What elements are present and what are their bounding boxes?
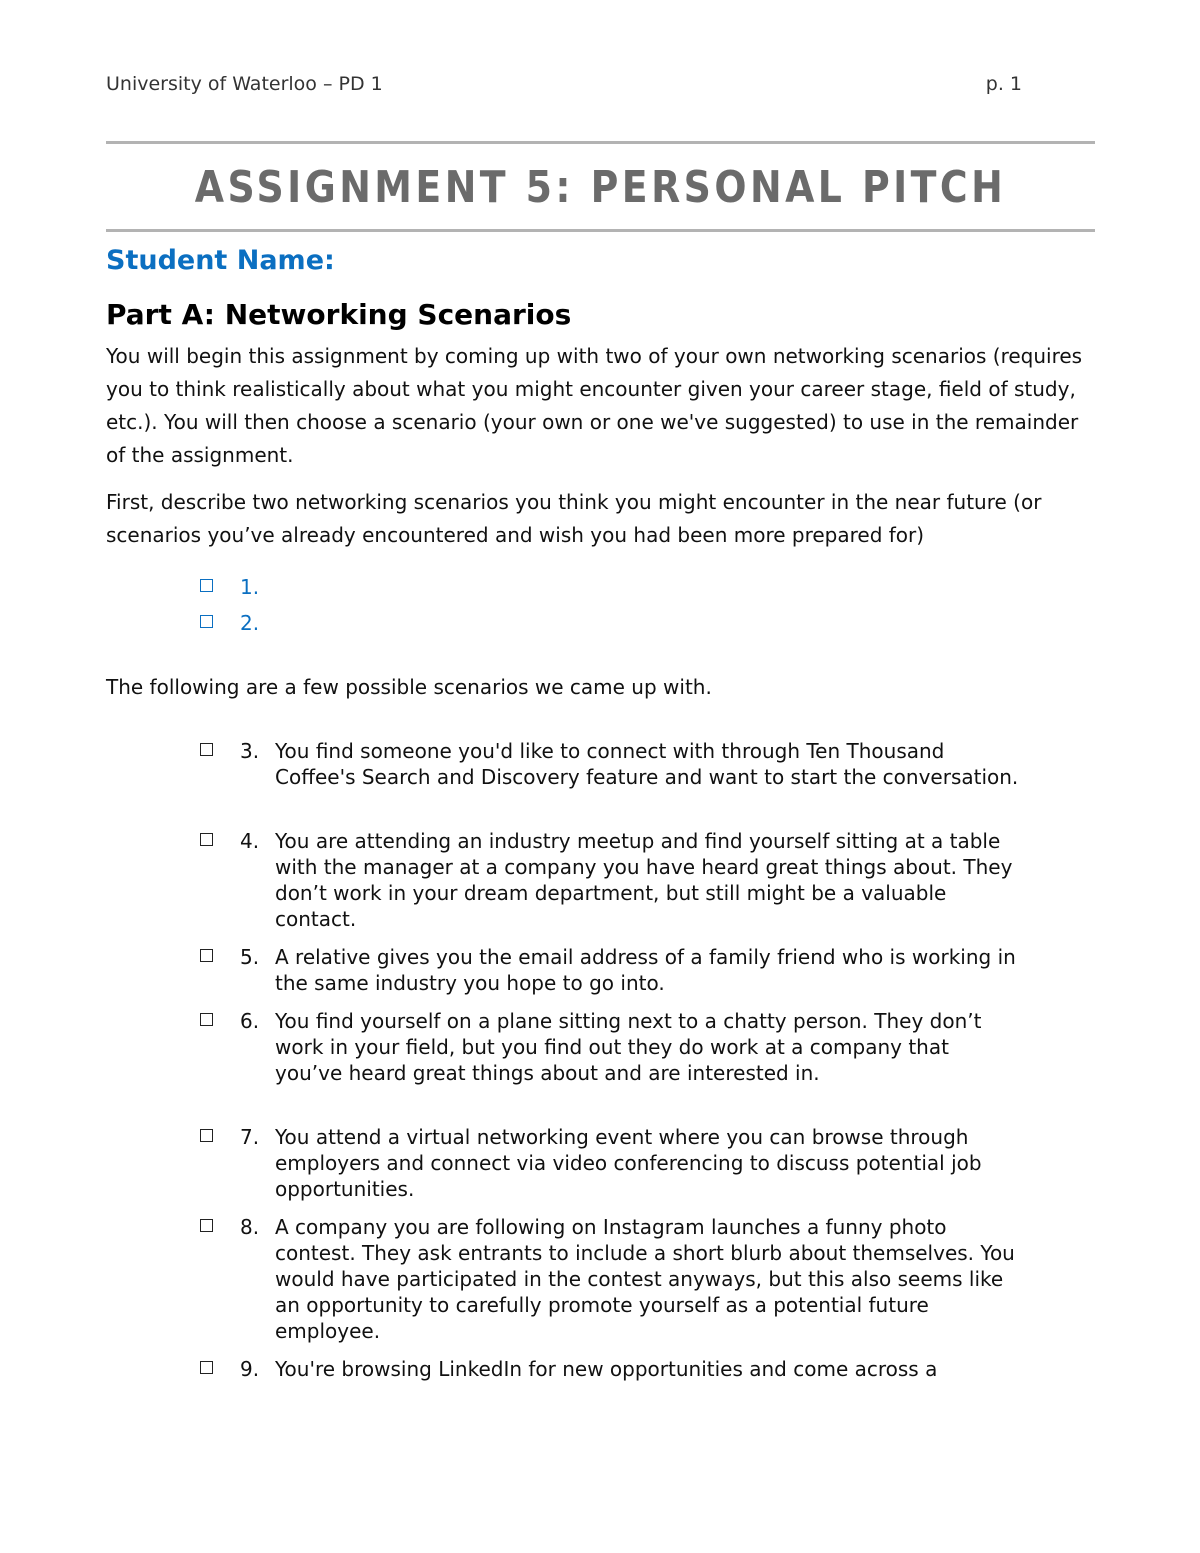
scenario-text: A relative gives you the email address of a family friend who is working in the same industry you hope to go into. xyxy=(275,945,1016,995)
item-number: 4. xyxy=(240,829,260,853)
item-number: 7. xyxy=(240,1125,260,1149)
checkbox-icon[interactable] xyxy=(200,1361,213,1374)
scenario-text: A company you are following on Instagram launches a funny photo contest. They ask entrants to include a short blurb about themselves. You would have participated in the contest anyways, but this also seems like an opportunity to carefully promote yourself as a potential future employee. xyxy=(275,1215,1015,1343)
checkbox-icon[interactable] xyxy=(200,1013,213,1026)
scenario-text: You attend a virtual networking event where you can browse through employers and connect via video conferencing to discuss potential job opportunities. xyxy=(275,1125,982,1201)
scenario-text: You find someone you'd like to connect with through Ten Thousand Coffee's Search and Discovery feature and want to start the conversation. xyxy=(275,739,1019,789)
item-number: 5. xyxy=(240,945,260,969)
checkbox-icon[interactable] xyxy=(200,949,213,962)
title-rule-top xyxy=(106,141,1095,144)
checkbox-icon[interactable] xyxy=(200,1219,213,1232)
checkbox-icon[interactable] xyxy=(200,579,213,592)
item-number: 1. xyxy=(240,575,260,599)
scenario-text: You are attending an industry meetup and find yourself sitting at a table with the manager at a company you have heard great things about. They don’t work in your dream department, but still might be a valuable contact. xyxy=(275,829,1013,931)
item-number: 8. xyxy=(240,1215,260,1239)
header-page-number: p. 1 xyxy=(985,73,1022,95)
scenario-text: You find yourself on a plane sitting next to a chatty person. They don’t work in your field, but you find out they do work at a company that you’ve heard great things about and are interested in. xyxy=(275,1009,982,1085)
checkbox-icon[interactable] xyxy=(200,833,213,846)
document-title: ASSIGNMENT 5: PERSONAL PITCH xyxy=(194,162,1007,213)
item-number: 9. xyxy=(240,1357,260,1381)
checkbox-icon[interactable] xyxy=(200,615,213,628)
title-rule-bottom xyxy=(106,229,1095,232)
checkbox-icon[interactable] xyxy=(200,1129,213,1142)
scenario-text: You're browsing LinkedIn for new opportunities and come across a xyxy=(275,1357,938,1381)
student-name-label: Student Name: xyxy=(106,245,335,276)
item-number: 6. xyxy=(240,1009,260,1033)
intro-paragraph: You will begin this assignment by coming up with two of your own networking scenarios (requires you to think realistically about what you might encounter given your career stage, field of study, etc.). You will then choose a scenario (your own or one we've suggested) to use in the remainder of the assignment. xyxy=(106,344,1083,467)
item-number: 3. xyxy=(240,739,260,763)
item-number: 2. xyxy=(240,611,260,635)
suggested-intro: The following are a few possible scenarios we came up with. xyxy=(106,675,712,699)
instruction-paragraph: First, describe two networking scenarios you think you might encounter in the near future (or scenarios you’ve already encountered and wish you had been more prepared for) xyxy=(106,490,1042,547)
header-course: University of Waterloo – PD 1 xyxy=(106,73,383,95)
part-a-heading: Part A: Networking Scenarios xyxy=(106,298,572,331)
checkbox-icon[interactable] xyxy=(200,743,213,756)
